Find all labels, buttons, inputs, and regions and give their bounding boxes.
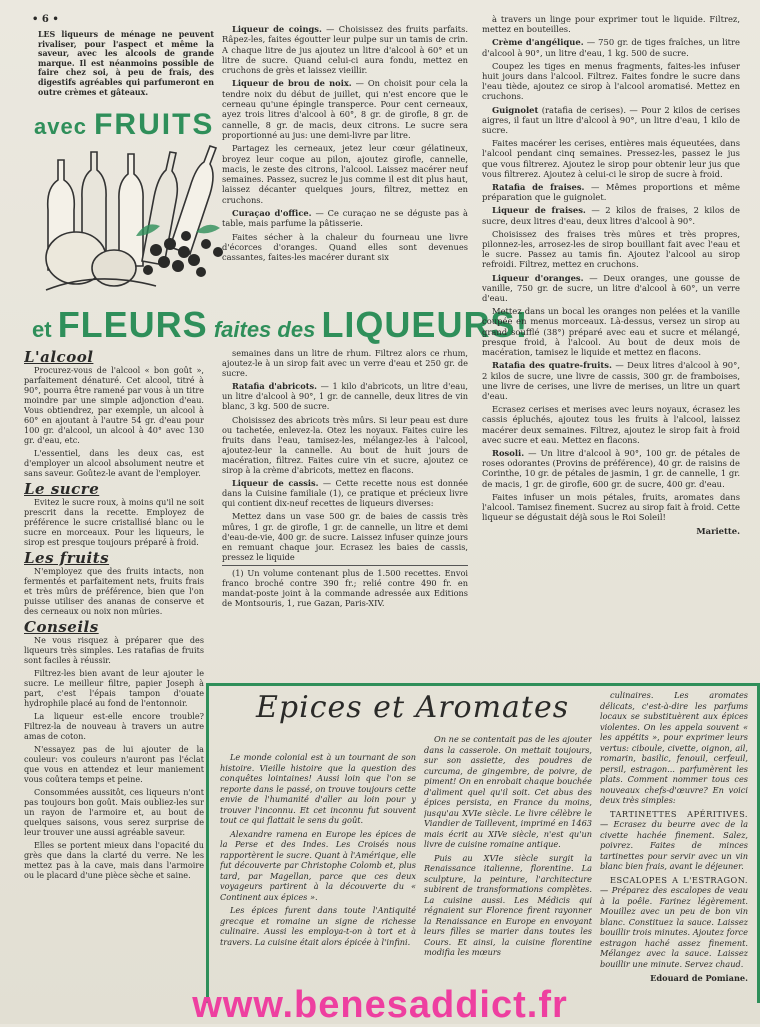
tip-paragraph: N'employez que des fruits intacts, non fermentés et parfaitement nets, fruits frais et très mûrs de préférence, bien que l'on puisse utiliser des ananas de conserve et des cerneaux ou noix non mûries.	[24, 566, 204, 616]
epices-column-1	[220, 752, 416, 1000]
recipe-paragraph: Liqueur de cassis. — Cette recette nous est donnée dans la Cuisine familiale (1), ce pratique et précieux livre qui contient dix-neuf recettes de liqueurs diverses:	[222, 478, 468, 509]
recipe-paragraph: Guignolet (ratafia de cerises). — Pour 2 kilos de cerises aigres, il faut un litre d'alcool à 90°, un litre d'eau, 1 kilo de sucre.	[482, 104, 740, 136]
epices-column-3	[600, 690, 748, 1000]
headline-line-1: avec FRUITS	[34, 108, 215, 141]
recipe-paragraph: Liqueur de brou de noix. — On choisit pour cela la tendre noix du début de juillet, qui n'est encore que le cerneau qu'une épingle transperce. Pour cent cerneaux, ayez trois litres d'alcool à 60°, 8 gr. de girofle, 8 gr. de cannelle, 8 gr. de macis, deux citrons. Le sucre sera proportionné au jus: une demi-livre par litre.	[222, 78, 468, 140]
epices-title: Epices et Aromates	[256, 690, 570, 725]
footnote: (1) Un volume contenant plus de 1.500 recettes. Envoi franco broché contre 390 fr.; relié contre 490 fr. en mandat-poste joint à la commande adressée aux Editions de Montsouris, 1, rue Gazan, Paris-XIV.	[222, 565, 468, 608]
epices-paragraph: Puis au XVIe siècle surgit la Renaissance italienne, florentine. La sculpture, la peinture, l'architecture subirent de transformations complètes. La cuisine aussi. Les Médicis qui régnaient sur Florence firent rayonner la Renaissance en Europe en envoyant leurs filles se marier dans toutes les Cours. Et ainsi, la cuisine florentine modifia les mœurs	[424, 852, 592, 957]
recipe-paragraph: à travers un linge pour exprimer tout le liquide. Filtrez, mettez en bouteilles.	[482, 14, 740, 35]
section-heading: L'alcool	[24, 348, 94, 366]
recipe-paragraph: Ratafia des quatre-fruits. — Deux litres d'alcool à 90°, 2 kilos de sucre, une livre de cassis, 300 gr. de framboises, une livre de cerises, une livre de merises, un litre un quart d'eau.	[482, 360, 740, 401]
recipe-paragraph: Liqueur de coings. — Choisissez des fruits parfaits. Râpez-les, faites égoutter leur pulpe sur un tamis de crin. A chaque litre de jus ajoutez un litre d'alcool à 60° et un litre de sucre. Quand celui-ci aura fondu, mettez en cruchons de grès et laissez vieillir.	[222, 24, 468, 76]
recipe-paragraph: Liqueur d'oranges. — Deux oranges, une gousse de vanille, 750 gr. de sucre, un litre d'alcool à 60°, un verre d'eau.	[482, 272, 740, 304]
tips-column-left	[24, 346, 204, 1016]
recipe-paragraph: Mettez dans un vase 500 gr. de baies de cassis très mûres, 1 gr. de girofle, 1 gr. de cannelle, un litre et demi d'eau-de-vie, 400 gr. de sucre. Laissez infuser quinze jours en remuant chaque jour. Ecrasez les baies de cassis, pressez le liquide	[222, 511, 468, 562]
recipe-paragraph: Curaçao d'office. — Ce curaçao ne se déguste pas à table, mais parfume la pâtisserie.	[222, 208, 468, 229]
section-heading: Les fruits	[24, 549, 110, 567]
section-heading: Le sucre	[24, 480, 100, 498]
tip-paragraph: Ne vous risquez à préparer que des liqueurs très simples. Les ratafias de fruits sont faciles à réussir.	[24, 635, 204, 665]
website-watermark: www.benesaddict.fr	[192, 984, 568, 1026]
recipe-paragraph: Ecrasez cerises et merises avec leurs noyaux, écrasez les cassis épluchés, ajoutez tous les fruits à l'alcool, laissez macérer deux semaines. Filtrez, ajoutez le sirop fait à froid avec sucre et eau. Mettez en flacons.	[482, 404, 740, 445]
recipe-paragraph: Faites sécher à la chaleur du fourneau une livre d'écorces d'oranges. Quand elles sont devenues cassantes, faites-les macérer durant six	[222, 231, 468, 263]
tip-paragraph: Procurez-vous de l'alcool « bon goût », parfaitement dénaturé. Cet alcool, titré à 90°, pourra être ramené par vous à un titre moindre par une simple adjonction d'eau. Vous obtiendrez, par exemple, un alcool à 60° en ajoutant à l'autre 54 gr. d'eau pour 100 gr. d'alcool, un alcool à 40° avec 130 gr. d'eau, etc.	[24, 365, 204, 445]
section-heading: Conseils	[24, 618, 99, 636]
recipe-paragraph: Choisissez des abricots très mûrs. Si leur peau est dure ou tachetée, enlevez-la. Otez les noyaux. Faites cuire les fruits dans l'eau, tamisez-les, mélangez-les à l'alcool, ajoutez-leur la cannelle. Au bout de huit jours de macération, filtrez. Faites cuire vin et sucre, ajoutez ce sirop à la crème d'abricots, mettez en flacons.	[222, 414, 468, 476]
epices-paragraph: On ne se contentait pas de les ajouter dans la casserole. On mettait toujours, sur son assiette, des poudres de curcuma, de gingembre, de poivre, de piment! On en enrobait chaque bouchée d'aliment quel qu'il soit. Cet abus des épices persista, en France du moins, jusqu'au XVIe siècle. Le livre célèbre le Viandier de Taillevent, imprimé en 1463 mais écrit au XIVe siècle, n'est qu'un livre de cuisine romaine antique.	[424, 734, 592, 849]
recipe-paragraph: Ratafia de fraises. — Mêmes proportions et même préparation que le guignolet.	[482, 182, 740, 203]
tip-paragraph: N'essayez pas de lui ajouter de la couleur: vos couleurs n'auront pas l'éclat que vous en attendez et leur maniement vous coûtera temps et peine.	[24, 744, 204, 784]
tip-paragraph: Elles se portent mieux dans l'opacité du grès que dans la clarté du verre. Ne les mettez pas à la cave, mais dans l'armoire ou le placard d'une pièce sèche et saine.	[24, 840, 204, 880]
recipe-paragraph: Crème d'angélique. — 750 gr. de tiges fraîches, un litre d'alcool à 90°, un litre d'eau, 1 kg. 500 de sucre.	[482, 37, 740, 58]
epices-paragraph: Le monde colonial est à un tournant de son histoire. Vieille histoire que la question des conquêtes lointaines! Aussi loin que l'on se reporte dans le passé, on trouve toujours cette envie de l'humanité d'aller au loin pour y trouver l'inconnu. Et cet inconnu fut souvent tout ce qui flattait le sens du goût.	[220, 752, 416, 825]
epices-paragraph: culinaires. Les aromates délicats, c'est-à-dire les parfums locaux se substituèrent aux épices violentes. On les appela souvent « les appétits », pour exprimer leurs vertus: ciboule, civette, oignon, ail, romarin, basilic, fenouil, cerfeuil, persil, estragon... parfumèrent les plats. Comment nommer tous ces nouveaux chefs-d'œuvre? En voici deux très simples:	[600, 690, 748, 805]
recipe-paragraph: semaines dans un litre de rhum. Filtrez alors ce rhum, ajoutez-le à un sirop fait avec un verre d'eau et 250 gr. de sucre.	[222, 348, 468, 379]
tip-paragraph: Evitez le sucre roux, à moins qu'il ne soit prescrit dans la recette. Employez de préférence le sucre cristallisé blanc ou le sucre en morceaux. Pour les liqueurs, le sirop est presque toujours préparé à froid.	[24, 497, 204, 547]
page-number: • 6 •	[32, 14, 59, 25]
recipe-paragraph: Coupez les tiges en menus fragments, faites-les infuser huit jours dans l'alcool. Filtrez. Faites fondre le sucre dans l'eau tiède, ajoutez ce sirop à l'alcool aromatisé. Mettez en cruchons.	[482, 60, 740, 102]
tip-paragraph: L'essentiel, dans les deux cas, est d'employer un alcool absolument neutre et sans saveur. Goûtez-le avant de l'employer.	[24, 448, 204, 478]
epices-recipe: TARTINETTES APÉRITIVES. — Ecrasez du beurre avec de la civette hachée finement. Salez, poivrez. Faites de minces tartinettes pour servir avec un vin blanc bien frais, avant le déjeuner.	[600, 808, 748, 871]
epices-paragraph: Les épices furent dans toute l'Antiquité grecque et romaine un signe de richesse culinaire. Aussi les employa-t-on à tort et à travers. La cuisine était alors épicée à l'infini.	[220, 905, 416, 947]
epices-recipe: ESCALOPES A L'ESTRAGON. — Préparez des escalopes de veau à la poêle. Farinez légèrement. Mouillez avec un peu de bon vin blanc. Constituez la sauce. Laissez bouillir trois minutes. Ajoutez force estragon haché assez finement. Mélangez avec la sauce. Laissez bouillir une minute. Servez chaud.	[600, 874, 748, 969]
recipes-column-middle-top	[222, 24, 468, 302]
recipe-paragraph: Partagez les cerneaux, jetez leur cœur gélatineux, broyez leur coque au pilon, ajoutez girofle, cannelle, macis, le zeste des citrons, l'alcool. Laissez macérer neuf semaines. Passez, sucrez le jus comme il est dit plus haut, laissez décanter quelques jours, filtrez, mettez en cruchons.	[222, 143, 468, 205]
author-signature: Mariette.	[696, 526, 740, 537]
tip-paragraph: Filtrez-les bien avant de leur ajouter le sucre. Le meilleur filtre, papier Joseph à part, c'est l'épais tampon d'ouate hydrophile placé au fond de l'entonnoir.	[24, 668, 204, 708]
tip-paragraph: Consommées aussitôt, ces liqueurs n'ont pas toujours bon goût. Mais oubliez-les sur un rayon de l'armoire et, au bout de quelques saisons, vous serez surprise de leur trouver une aussi agréable saveur.	[24, 787, 204, 837]
headline-line-2: et FLEURS faites des LIQUEURS!	[32, 304, 529, 345]
recipe-paragraph: Faites macérer les cerises, entières mais équeutées, dans l'alcool pendant cinq semaines. Pressez-les, passez le jus que vous filtrerez. Ajoutez le sirop pour obtenir leur jus que vous filtrerez. Ajoutez à celui-ci le sirop de sucre à froid.	[482, 138, 740, 179]
recipes-column-middle-bottom	[222, 348, 468, 678]
bottles-fruit-illustration	[36, 140, 236, 300]
recipe-paragraph: Ratafia d'abricots. — 1 kilo d'abricots, un litre d'eau, un litre d'alcool à 90°, 1 gr. de cannelle, deux litres de vin blanc, 3 kg. 500 de sucre.	[222, 381, 468, 412]
recipe-paragraph: Choisissez des fraises très mûres et très propres, pilonnez-les, arrosez-les de sirop bouillant fait avec l'eau et le sucre. Passez au tamis fin. Ajoutez l'alcool au sirop refroidi. Filtrez, mettez en cruchons.	[482, 228, 740, 270]
recipe-paragraph: Rosoli. — Un litre d'alcool à 90°, 100 gr. de pétales de roses odorantes (Provins de préférence), 40 gr. de raisins de Corinthe, 10 gr. de pétales de jasmin, 1 gr. de cannelle, 1 gr. de macis, 1 gr. de girofle, 600 gr. de sucre, 400 gr. d'eau.	[482, 447, 740, 489]
recipe-paragraph: Liqueur de fraises. — 2 kilos de fraises, 2 kilos de sucre, deux litres d'eau, deux litres d'alcool à 90°.	[482, 205, 740, 226]
tip-paragraph: La liqueur est-elle encore trouble? Filtrez-la de nouveau à travers un autre amas de coton.	[24, 711, 204, 741]
recipes-column-right	[482, 14, 740, 656]
epices-column-2	[424, 734, 592, 1000]
recipe-paragraph: Mettez dans un bocal les oranges non pelées et la vanille coupée en menus morceaux. Là-dessus, versez un sirop au grand soufflé (38°) préparé avec eau et sucre et mélangé, presque froid, à l'alcool. Au bout de deux mois de macération, tamisez le liquide et mettez en flacons.	[482, 306, 740, 358]
recipe-paragraph: Faites infuser un mois pétales, fruits, aromates dans l'alcool. Tamisez finement. Sucrez au sirop fait à froid. Cette liqueur se dégustait déjà sous le Roi Soleil!	[482, 491, 740, 523]
epices-signature: Edouard de Pomiane.	[650, 973, 748, 983]
epices-paragraph: Alexandre ramena en Europe les épices de la Perse et des Indes. Les Croisés nous rapportèrent le sucre. Quant à l'Amérique, elle fut découverte par Christophe Colomb et, plus tard, par Magellan, parce que ces deux voyageurs partirent à la découverte du « Continent aux épices ».	[220, 828, 416, 902]
intro-paragraph: LES liqueurs de ménage ne peuvent rivaliser, pour l'aspect et même la saveur, avec les alcools de grande marque. Il est néanmoins possible de faire chez soi, à peu de frais, des digestifs agréables qui parfumeront en outre crèmes et gâteaux.	[38, 30, 214, 97]
